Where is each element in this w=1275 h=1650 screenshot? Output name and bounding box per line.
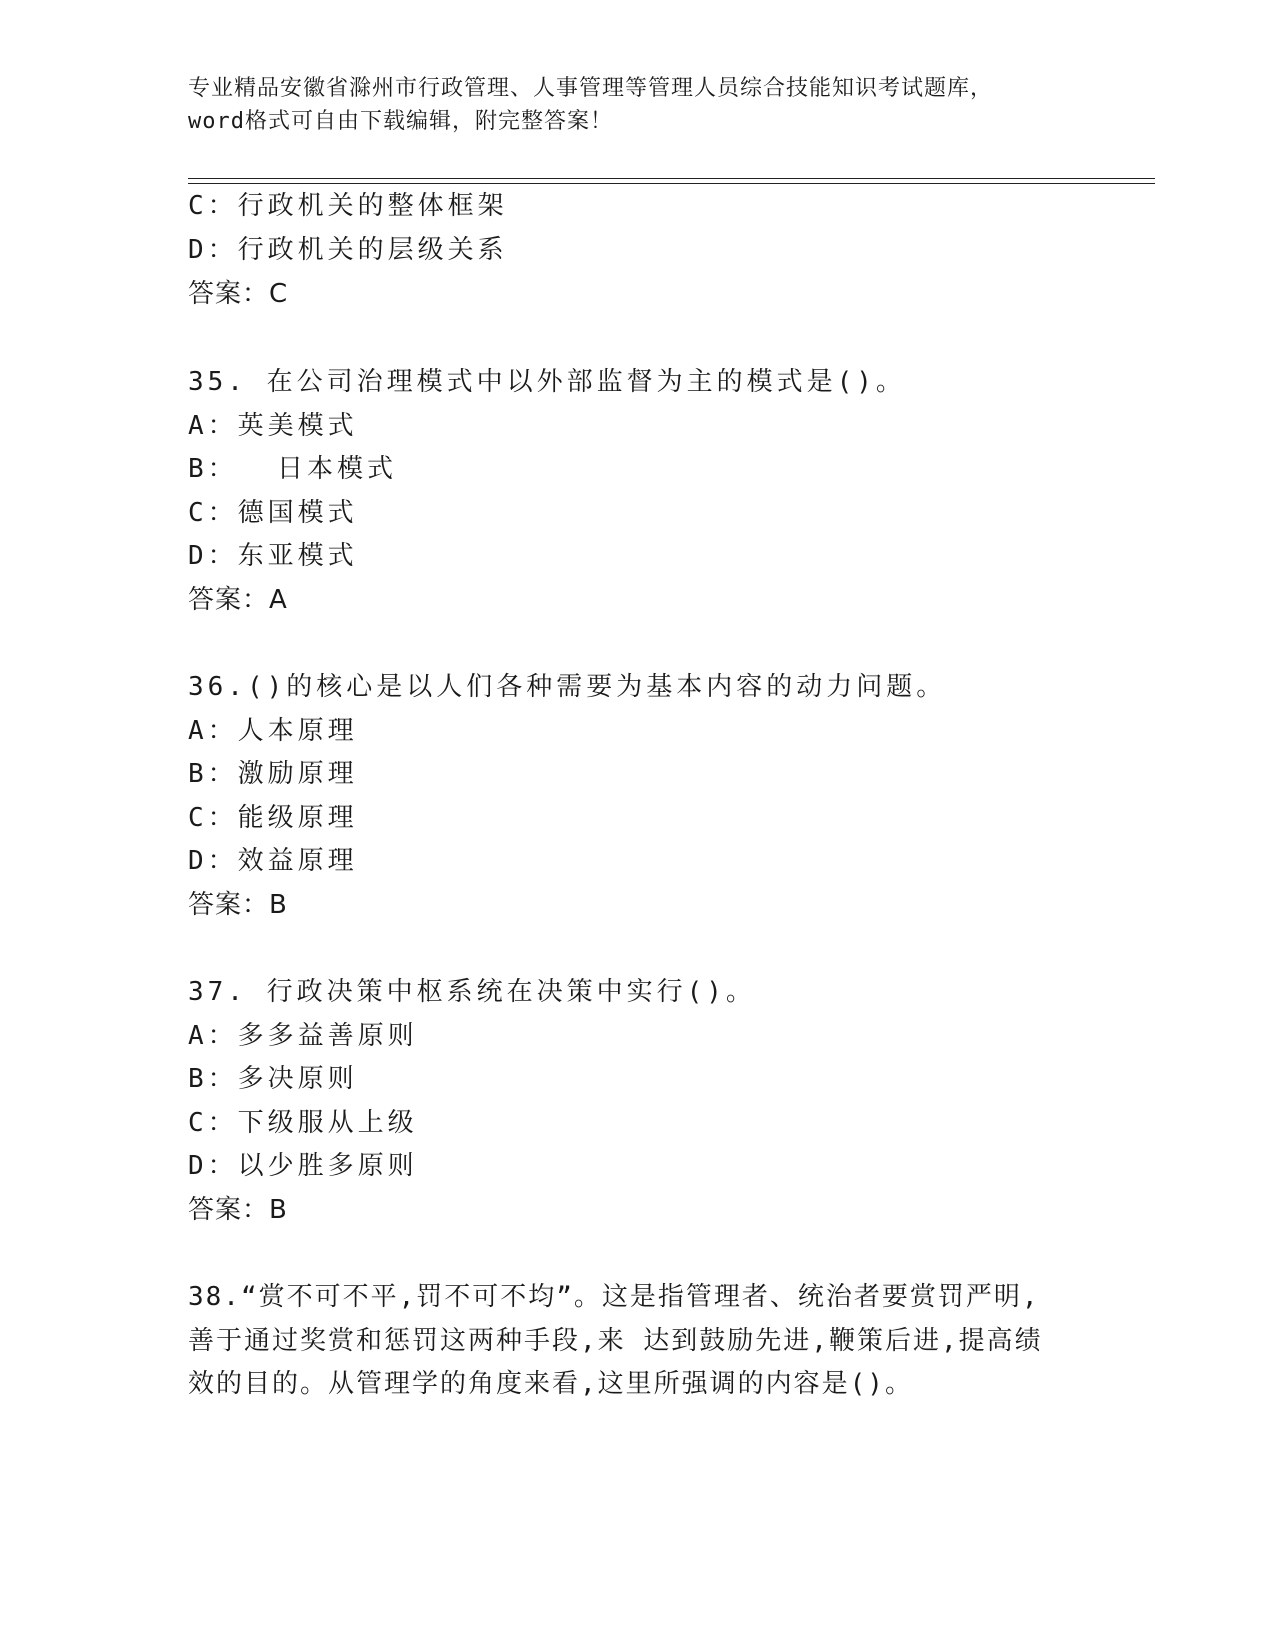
header-line-2: word格式可自由下载编辑，附完整答案！ (188, 109, 613, 134)
question-34-answer: 答案：C (188, 279, 289, 309)
header-line-1: 专业精品安徽省滁州市行政管理、人事管理等管理人员综合技能知识考试题库， (188, 76, 994, 101)
question-36-stem: 36.()的核心是以人们各种需要为基本内容的动力问题。 (188, 672, 947, 702)
question-35-stem: 35. 在公司治理模式中以外部监督为主的模式是()。 (188, 367, 906, 397)
header-divider-bottom (188, 183, 1155, 184)
question-36-option-a: A：人本原理 (188, 716, 358, 746)
question-37-stem: 37. 行政决策中枢系统在决策中实行()。 (188, 977, 756, 1007)
question-38-stem-line-2: 善于通过奖赏和惩罚这两种手段,来 达到鼓励先进,鞭策后进,提高绩 (188, 1326, 1043, 1356)
question-38-stem-line-3: 效的目的。从管理学的角度来看,这里所强调的内容是()。 (188, 1369, 913, 1399)
question-36-answer: 答案：B (188, 890, 288, 920)
question-34-option-d: D：行政机关的层级关系 (188, 235, 508, 265)
question-37-answer: 答案：B (188, 1195, 288, 1225)
question-36-option-b: B：激励原理 (188, 759, 358, 789)
question-35-option-d: D：东亚模式 (188, 541, 358, 571)
page-header (188, 72, 1088, 138)
question-35-answer: 答案：A (188, 585, 288, 615)
question-36-option-d: D：效益原理 (188, 846, 358, 876)
question-34-option-c: C：行政机关的整体框架 (188, 191, 508, 221)
question-35-option-a: A：英美模式 (188, 411, 358, 441)
question-35-option-c: C：德国模式 (188, 498, 358, 528)
header-divider-top (188, 178, 1155, 179)
question-38-stem-line-1: 38.“赏不可不平,罚不可不均”。这是指管理者、统治者要赏罚严明, (188, 1282, 1040, 1312)
question-37-option-b: B：多决原则 (188, 1064, 358, 1094)
question-36-option-c: C：能级原理 (188, 803, 358, 833)
question-35-option-b: B： 日本模式 (188, 454, 397, 484)
question-37-option-a: A：多多益善原则 (188, 1021, 418, 1051)
question-37-option-c: C：下级服从上级 (188, 1108, 418, 1138)
question-37-option-d: D：以少胜多原则 (188, 1151, 418, 1181)
